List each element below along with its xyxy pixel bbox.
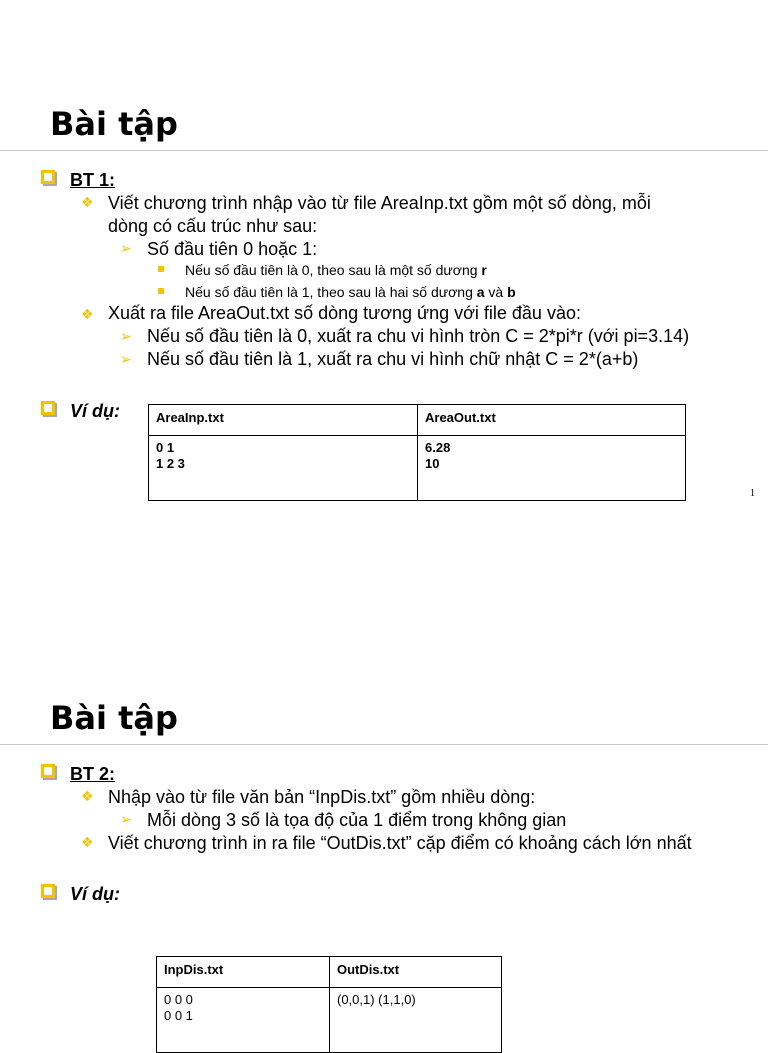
list-item: Xuất ra file AreaOut.txt số dòng tương ứng với file đầu vào: (108, 303, 581, 323)
diamond-bullet-icon: ❖ (81, 789, 94, 805)
title-divider (0, 150, 768, 151)
table-header: OutDis.txt (330, 957, 502, 988)
box-bullet-icon (41, 884, 55, 898)
table-header: InpDis.txt (157, 957, 330, 988)
slide-title: Bài tập (50, 105, 178, 143)
table-cell-input: 0 1 1 2 3 (149, 436, 418, 501)
table-header: AreaOut.txt (418, 405, 686, 436)
title-divider (0, 744, 768, 745)
exercise-heading: BT 2: (70, 764, 115, 784)
box-bullet-icon (41, 764, 55, 778)
diamond-bullet-icon: ❖ (81, 307, 94, 323)
example-label: Ví dụ: (70, 884, 120, 904)
example-label: Ví dụ: (70, 401, 120, 421)
table-cell-input: 0 0 0 0 0 1 (157, 988, 330, 1053)
example-table (156, 956, 502, 1053)
arrow-bullet-icon: ➢ (120, 241, 132, 257)
table-cell-output: 6.28 10 (418, 436, 686, 501)
list-item: Số đầu tiên 0 hoặc 1: (147, 239, 318, 259)
arrow-bullet-icon: ➢ (120, 329, 132, 345)
example-table (148, 404, 686, 501)
square-bullet-icon (158, 288, 164, 294)
list-item: Nếu số đầu tiên là 0, theo sau là một số dương r (185, 262, 487, 278)
slide-2 (0, 592, 768, 1024)
table-cell-output: (0,0,1) (1,1,0) (330, 988, 502, 1053)
table-header: AreaInp.txt (149, 405, 418, 436)
list-item: Nhập vào từ file văn bản “InpDis.txt” gồm nhiều dòng: (108, 787, 536, 807)
page-number: 1 (750, 488, 755, 499)
diamond-bullet-icon: ❖ (81, 195, 94, 211)
diamond-bullet-icon: ❖ (81, 835, 94, 851)
list-item-continued: dòng có cấu trúc như sau: (108, 216, 318, 236)
list-item: Nếu số đầu tiên là 1, theo sau là hai số dương a và b (185, 284, 516, 300)
list-item: Nếu số đầu tiên là 0, xuất ra chu vi hình tròn C = 2*pi*r (với pi=3.14) (147, 326, 690, 346)
list-item: Nếu số đầu tiên là 1, xuất ra chu vi hình chữ nhật C = 2*(a+b) (147, 349, 639, 369)
square-bullet-icon (158, 266, 164, 272)
list-item: Viết chương trình nhập vào từ file AreaInp.txt gồm một số dòng, mỗi (108, 193, 651, 213)
arrow-bullet-icon: ➢ (120, 352, 132, 368)
slide-title: Bài tập (50, 699, 178, 737)
list-item: Mỗi dòng 3 số là tọa độ của 1 điểm trong không gian (147, 810, 567, 830)
list-item: Viết chương trình in ra file “OutDis.txt” cặp điểm có khoảng cách lớn nhất (108, 833, 692, 853)
box-bullet-icon (41, 401, 55, 415)
box-bullet-icon (41, 170, 55, 184)
exercise-heading: BT 1: (70, 170, 115, 190)
arrow-bullet-icon: ➢ (120, 812, 132, 828)
